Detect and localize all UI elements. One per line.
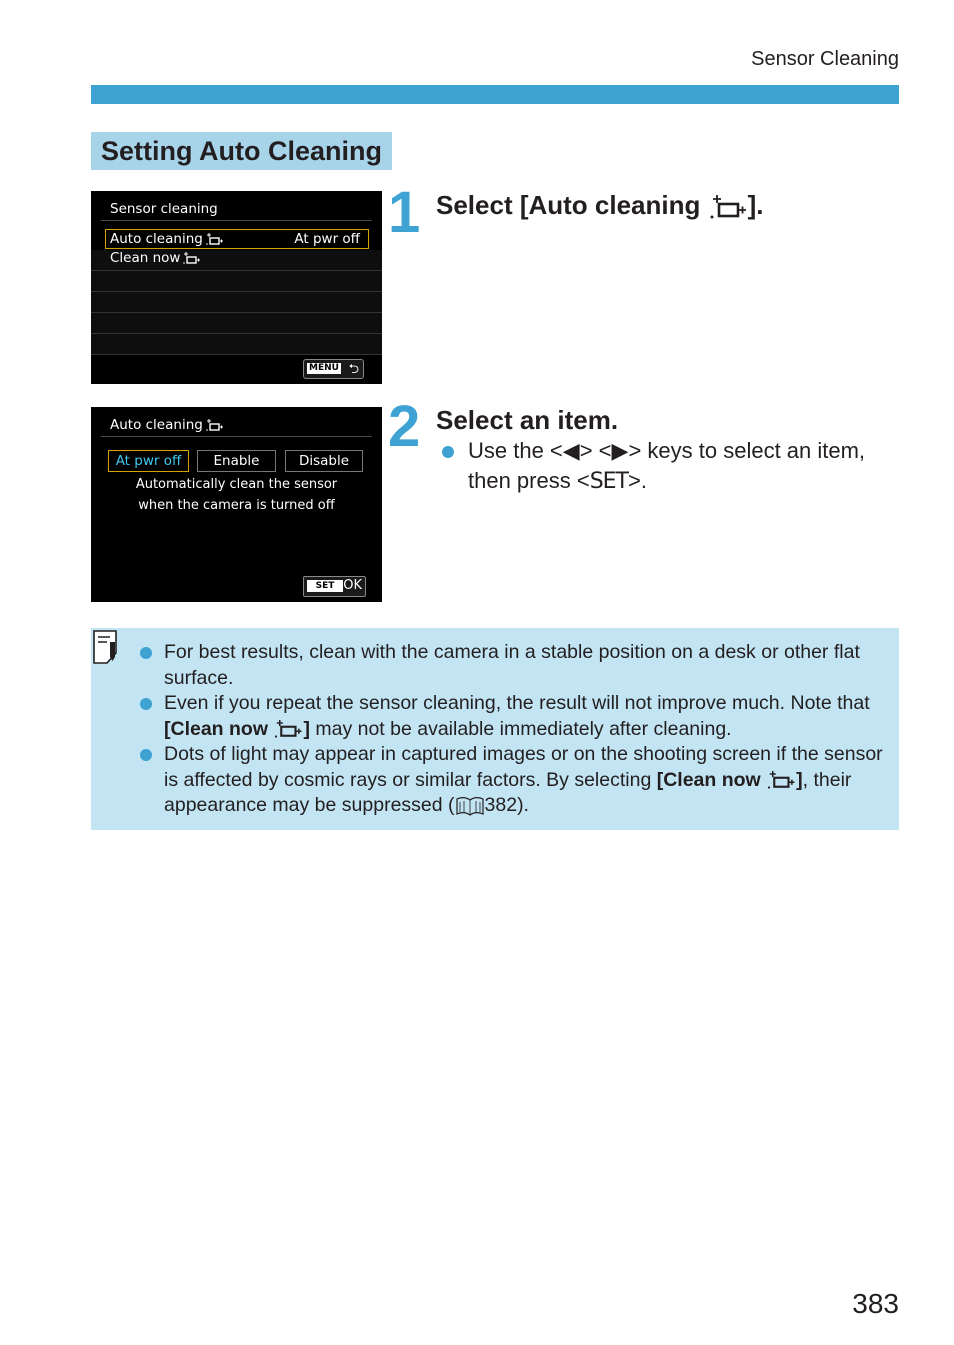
menu-item-clean-now[interactable]: [91, 250, 382, 271]
screen-title: [110, 417, 224, 433]
menu-key-label: MENU: [309, 363, 339, 373]
left-arrow-key-icon: ◀: [562, 438, 580, 463]
sensor-cleaning-icon: [181, 251, 201, 265]
menu-row-empty: [91, 271, 382, 292]
menu-row-empty: [91, 334, 382, 355]
menu-item-auto-cleaning[interactable]: [91, 229, 382, 249]
right-arrow-key-icon: ▶: [611, 438, 629, 463]
set-key-label: SET: [307, 580, 343, 592]
menu-item-value: At pwr off: [294, 231, 360, 247]
page-reference[interactable]: 382: [484, 794, 518, 816]
sensor-cleaning-icon: [708, 193, 748, 221]
note-text: Dots of light may appear in captured images or on the shooting screen if the sensor is affected by cosmic rays or similar factors. By selecting: [164, 743, 883, 791]
note-text: ).: [517, 794, 529, 816]
note-box: [91, 628, 899, 830]
menu-item-label: Auto cleaning: [110, 231, 203, 247]
step-2-title: Select an item.: [436, 405, 619, 435]
description-line: when the camera is turned off: [138, 498, 335, 513]
note-item: [164, 742, 884, 819]
screen-title: Sensor cleaning: [110, 201, 218, 217]
screen-title-text: Auto cleaning: [110, 417, 203, 433]
step-number-2: 2: [388, 394, 421, 459]
note-item: [164, 640, 884, 691]
option-at-pwr-off[interactable]: At pwr off: [108, 450, 189, 472]
divider: [101, 220, 372, 221]
step-1-title-end: ].: [747, 190, 764, 220]
memo-icon: [93, 630, 119, 664]
step-number-1: 1: [388, 180, 421, 245]
camera-screen-sensor-cleaning: [91, 191, 382, 384]
sensor-cleaning-icon: [766, 769, 796, 791]
sensor-cleaning-icon: [204, 418, 224, 432]
header-section-title: Sensor Cleaning: [751, 48, 899, 70]
camera-screen-auto-cleaning: [91, 407, 382, 602]
note-text: may not be available immediately after cleaning.: [309, 717, 732, 740]
note-item: [164, 691, 884, 742]
option-disable[interactable]: Disable: [285, 450, 363, 472]
menu-row-empty: [91, 292, 382, 313]
bullet-icon: [140, 647, 152, 659]
note-text: Even if you repeat the sensor cleaning, the result will not improve much. Note that: [164, 692, 870, 714]
note-text: , their appearance may be suppressed (: [164, 768, 852, 816]
sensor-cleaning-icon: [204, 232, 224, 246]
menu-row-empty: [91, 313, 382, 334]
ok-label: OK: [343, 578, 362, 593]
selection-highlight: [105, 229, 369, 249]
option-enable[interactable]: Enable: [197, 450, 276, 472]
header-bar: [91, 85, 899, 104]
set-key-icon: SET: [589, 469, 628, 494]
book-icon: [455, 796, 485, 816]
step-2-instruction: [468, 436, 888, 497]
option-description: [91, 474, 382, 516]
bullet-icon: [140, 698, 152, 710]
text-run: >.: [628, 468, 647, 493]
menu-item-label: Clean now: [110, 250, 181, 266]
bullet-icon: [442, 446, 454, 458]
section-title: Setting Auto Cleaning: [91, 132, 392, 170]
menu-reference-end: ]: [796, 768, 803, 791]
menu-reference: [Clean now: [164, 717, 269, 740]
step-1-title-text: Select [Auto cleaning: [436, 190, 701, 220]
menu-reference-end: ]: [303, 717, 310, 740]
sensor-cleaning-icon: [273, 718, 303, 740]
menu-reference: [Clean now: [656, 768, 761, 791]
text-run: Use the <: [468, 438, 563, 463]
divider: [101, 436, 372, 437]
text-run: > keys to select an item, then press <: [468, 438, 866, 493]
menu-return-button[interactable]: [303, 359, 364, 379]
return-icon: ⮌: [348, 362, 359, 377]
set-ok-button[interactable]: [303, 576, 366, 597]
bullet-icon: [140, 749, 152, 761]
note-text: For best results, clean with the camera in a stable position on a desk or other flat surface.: [164, 641, 860, 689]
step-1-title: [436, 190, 764, 221]
page-number: 383: [852, 1288, 899, 1319]
description-line: Automatically clean the sensor: [135, 477, 338, 492]
text-run: > <: [579, 438, 612, 463]
